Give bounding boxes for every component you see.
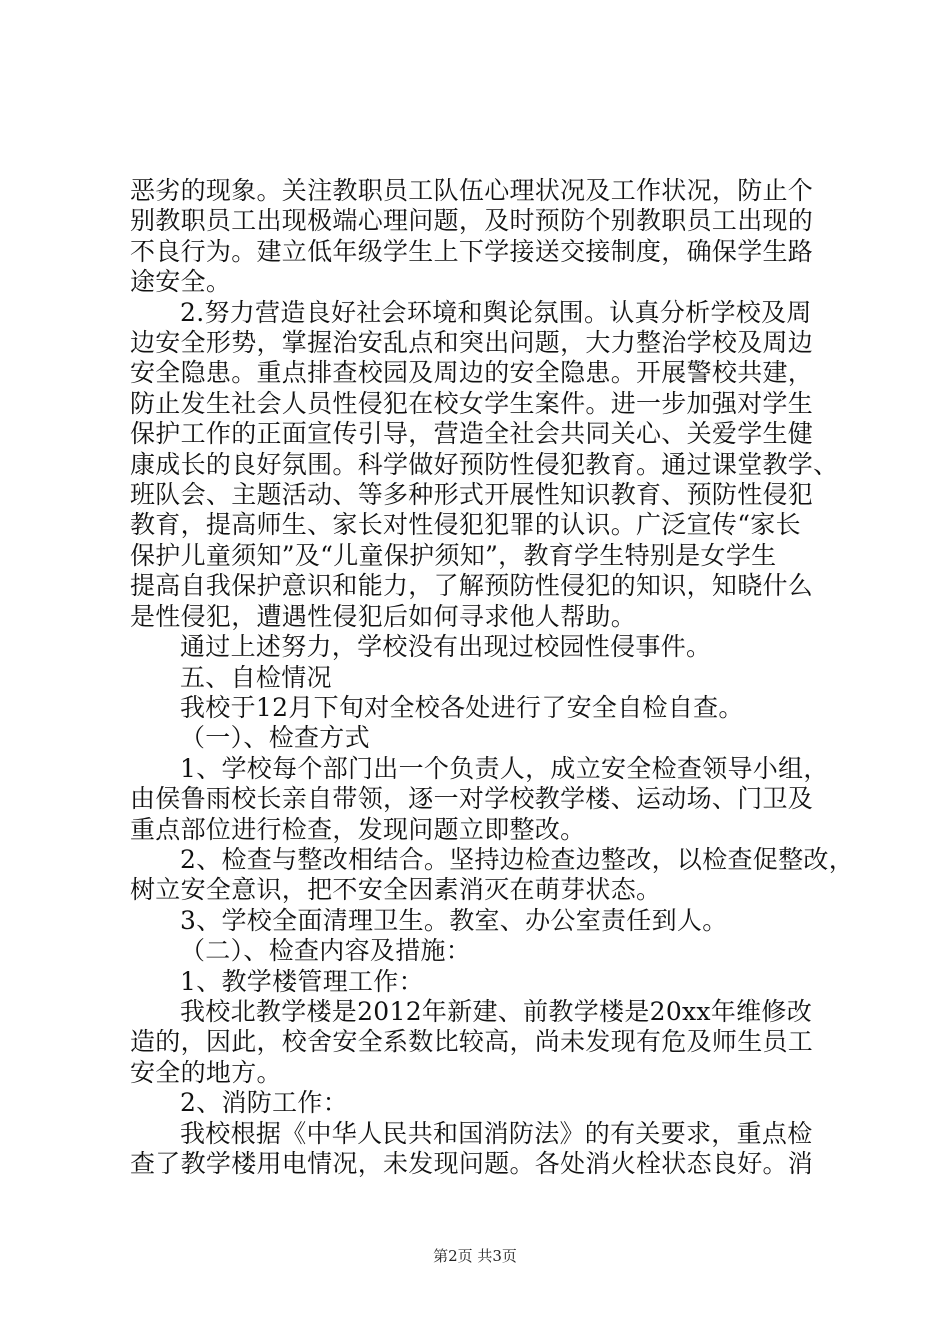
text-line: 2、检查与整改相结合。坚持边检查边整改，以检查促整改， — [180, 844, 855, 874]
page-footer: 第2页 共3页 — [433, 1247, 517, 1265]
text-line: 重点部位进行检查，发现问题立即整改。 — [130, 814, 586, 844]
text-line: 1、学校每个部门出一个负责人，成立安全检查领导小组， — [180, 753, 829, 783]
text-line: 途安全。 — [130, 267, 232, 297]
text-line: 保护工作的正面宣传引导，营造全社会共同关心、关爱学生健 — [130, 419, 814, 449]
text-line: 不良行为。建立低年级学生上下学接送交接制度，确保学生路 — [130, 236, 814, 266]
text-line: （一）、检查方式 — [180, 723, 370, 753]
text-line: 我校根据《中华人民共和国消防法》的有关要求，重点检 — [180, 1118, 813, 1148]
text-line: 教育，提高师生、家长对性侵犯犯罪的认识。广泛宣传“家长 — [130, 510, 801, 540]
text-line: 我校北教学楼是2012年新建、前教学楼是20xx年维修改 — [180, 996, 813, 1026]
text-line: 由侯鲁雨校长亲自带领，逐一对学校教学楼、运动场、门卫及 — [130, 784, 814, 814]
text-line: 五、自检情况 — [180, 662, 332, 692]
text-line: 边安全形势，掌握治安乱点和突出问题，大力整治学校及周边 — [130, 328, 814, 358]
document-body — [130, 176, 855, 1179]
text-line: 查了教学楼用电情况，未发现问题。各处消火栓状态良好。消 — [130, 1149, 814, 1178]
text-line: 安全隐患。重点排查校园及周边的安全隐患。开展警校共建， — [130, 358, 814, 388]
text-line: 防止发生社会人员性侵犯在校女学生案件。进一步加强对学生 — [130, 388, 814, 418]
text-line: 我校于12月下旬对全校各处进行了安全自检自查。 — [180, 692, 744, 722]
text-line: 造的，因此，校舍安全系数比较高，尚未发现有危及师生员工 — [130, 1027, 814, 1057]
text-line: 提高自我保护意识和能力，了解预防性侵犯的知识，知晓什么 — [130, 571, 814, 601]
text-line: （二）、检查内容及措施： — [180, 936, 472, 966]
text-line: 2.努力营造良好社会环境和舆论氛围。认真分析学校及周 — [180, 297, 812, 327]
text-line: 2、消防工作： — [180, 1088, 349, 1118]
text-line: 是性侵犯，遭遇性侵犯后如何寻求他人帮助。 — [130, 601, 637, 631]
text-line: 班队会、主题活动、等多种形式开展性知识教育、预防性侵犯 — [130, 480, 814, 510]
text-line: 通过上述努力，学校没有出现过校园性侵事件。 — [180, 632, 712, 662]
text-line: 树立安全意识，把不安全因素消灭在萌芽状态。 — [130, 875, 662, 905]
text-line: 恶劣的现象。关注教职员工队伍心理状况及工作状况，防止个 — [130, 176, 814, 205]
text-line: 康成长的良好氛围。科学做好预防性侵犯教育。通过课堂教学、 — [130, 449, 839, 479]
text-line: 保护儿童须知”及“儿童保护须知”，教育学生特别是女学生 — [130, 540, 777, 570]
text-line: 3、学校全面清理卫生。教室、办公室责任到人。 — [180, 905, 728, 935]
text-line: 安全的地方。 — [130, 1057, 282, 1087]
text-line: 别教职员工出现极端心理问题，及时预防个别教职员工出现的 — [130, 206, 814, 236]
text-line: 1、教学楼管理工作： — [180, 966, 424, 996]
